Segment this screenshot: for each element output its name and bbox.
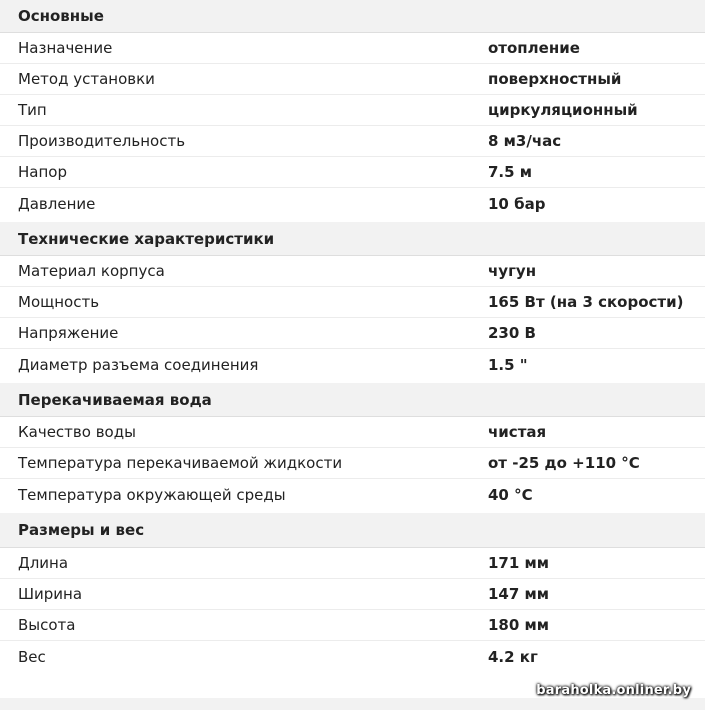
spec-value: 1.5 " [488, 355, 528, 374]
spec-label: Тип [18, 101, 47, 119]
section-title: Размеры и вес [18, 521, 145, 539]
spec-label: Назначение [18, 39, 113, 57]
spec-row [0, 417, 705, 448]
spec-value: 40 °C [488, 485, 533, 504]
spec-label: Напряжение [18, 324, 119, 342]
spec-value: 10 бар [488, 194, 546, 213]
spec-label: Высота [18, 616, 76, 634]
spec-label: Напор [18, 163, 67, 181]
spec-label: Материал корпуса [18, 262, 165, 280]
spec-value: 8 м3/час [488, 132, 562, 150]
spec-row [0, 95, 705, 126]
section-title: Технические характеристики [18, 229, 275, 248]
spec-label: Температура окружающей среды [18, 485, 286, 504]
spec-value: 165 Вт (на 3 скорости) [488, 293, 684, 311]
spec-label: Ширина [18, 585, 83, 603]
section-header-dimensions [0, 513, 705, 548]
spec-label: Диаметр разъема соединения [18, 355, 259, 374]
spec-value: поверхностный [488, 70, 622, 88]
spec-value: отопление [488, 39, 580, 57]
spec-row [0, 641, 705, 672]
spec-value: 171 мм [488, 554, 550, 572]
spec-row [0, 349, 705, 380]
watermark: baraholka.onliner.by [536, 683, 691, 698]
spec-row [0, 579, 705, 610]
section-header-water [0, 383, 705, 417]
spec-row [0, 256, 705, 287]
spec-label: Длина [18, 554, 69, 572]
section-title: Основные [18, 7, 104, 25]
spec-label: Производительность [18, 132, 186, 150]
spec-row [0, 188, 705, 219]
spec-value: от -25 до +110 °C [488, 454, 640, 472]
spec-label: Мощность [18, 293, 100, 311]
spec-label: Температура перекачиваемой жидкости [18, 454, 343, 472]
spec-row [0, 610, 705, 641]
spec-row [0, 157, 705, 188]
spec-value: 230 В [488, 324, 536, 342]
spec-row [0, 33, 705, 64]
spec-value: чистая [488, 423, 547, 441]
spec-value: 4.2 кг [488, 647, 538, 666]
spec-row [0, 448, 705, 479]
spec-row [0, 64, 705, 95]
spec-label: Вес [18, 647, 46, 666]
section-title: Перекачиваемая вода [18, 390, 212, 409]
spec-value: 180 мм [488, 616, 550, 634]
spec-row [0, 318, 705, 349]
spec-value: циркуляционный [488, 101, 638, 119]
spec-label: Качество воды [18, 423, 136, 441]
spec-row [0, 479, 705, 510]
spec-row [0, 126, 705, 157]
spec-label: Давление [18, 194, 96, 213]
spec-value: чугун [488, 262, 537, 280]
spec-value: 7.5 м [488, 163, 533, 181]
section-header-technical [0, 222, 705, 256]
spec-row [0, 548, 705, 579]
spec-value: 147 мм [488, 585, 550, 603]
spec-row [0, 287, 705, 318]
spec-label: Метод установки [18, 70, 155, 88]
section-header-main [0, 0, 705, 33]
bottom-band [0, 698, 705, 710]
